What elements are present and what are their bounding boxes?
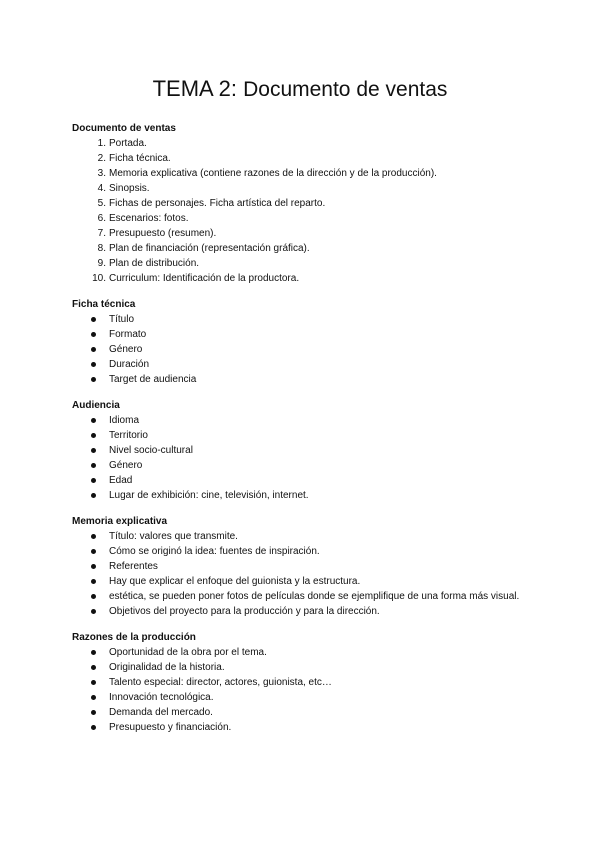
- list-item-text: Demanda del mercado.: [109, 707, 213, 718]
- list-item: [72, 151, 542, 166]
- list-item: [72, 271, 542, 286]
- section-heading: Ficha técnica: [72, 299, 136, 310]
- list-item: [72, 196, 542, 211]
- section-razones-de-la-produccion: [72, 630, 542, 735]
- list-item-text: Título: [109, 314, 135, 325]
- ordered-list: [72, 136, 542, 286]
- bullet-icon: [91, 680, 96, 685]
- list-item: [72, 357, 542, 372]
- bulleted-list: [72, 645, 542, 735]
- list-item: [72, 675, 542, 690]
- list-number: 4.: [97, 183, 106, 194]
- bullet-icon: [91, 594, 96, 599]
- list-item: [72, 256, 542, 271]
- list-item-text: Lugar de exhibición: cine, televisión, internet.: [109, 490, 309, 501]
- title-prefix: TEMA 2:: [152, 76, 237, 101]
- bulleted-list: [72, 413, 542, 503]
- list-item: [72, 705, 542, 720]
- list-number: 10.: [92, 273, 106, 284]
- section-audiencia: [72, 398, 542, 503]
- section-heading: Memoria explicativa: [72, 516, 168, 527]
- list-item: [72, 136, 542, 151]
- list-item-text: Idioma: [109, 415, 140, 426]
- list-item: [72, 342, 542, 357]
- list-item: [72, 690, 542, 705]
- bulleted-list: [72, 529, 542, 619]
- list-item-text: Nivel socio-cultural: [109, 445, 193, 456]
- section-ficha-tecnica: [72, 297, 542, 387]
- list-item-text: Título: valores que transmite.: [109, 531, 238, 542]
- bullet-icon: [91, 347, 96, 352]
- list-item-text: Hay que explicar el enfoque del guionista y la estructura.: [109, 576, 361, 587]
- bullet-icon: [91, 478, 96, 483]
- list-item-text: Territorio: [109, 430, 148, 441]
- list-item: [72, 413, 542, 428]
- list-item: [72, 428, 542, 443]
- bullet-icon: [91, 418, 96, 423]
- list-number: 6.: [97, 213, 106, 224]
- list-item: [72, 166, 542, 181]
- list-item: [72, 473, 542, 488]
- bulleted-list: [72, 312, 542, 387]
- list-item: [72, 544, 542, 559]
- list-number: 1.: [97, 138, 106, 149]
- list-item-text: Curriculum: Identificación de la productora.: [109, 273, 300, 284]
- list-number: 9.: [97, 258, 106, 269]
- bullet-icon: [91, 463, 96, 468]
- list-item-text: Formato: [109, 329, 147, 340]
- section-heading: Documento de ventas: [72, 123, 176, 134]
- list-item: [72, 529, 542, 544]
- list-item-text: Oportunidad de la obra por el tema.: [109, 647, 267, 658]
- list-item-text: estética, se pueden poner fotos de películas donde se ejemplifique de una forma más visual.: [109, 591, 520, 602]
- document-content: [72, 121, 542, 746]
- page-title: [0, 76, 600, 103]
- list-number: 7.: [97, 228, 106, 239]
- bullet-icon: [91, 710, 96, 715]
- list-item-text: Referentes: [109, 561, 158, 572]
- bullet-icon: [91, 579, 96, 584]
- list-item: [72, 211, 542, 226]
- list-item: [72, 241, 542, 256]
- section-heading: Razones de la producción: [72, 632, 196, 643]
- list-item: [72, 181, 542, 196]
- list-item: [72, 327, 542, 342]
- list-item: [72, 226, 542, 241]
- list-item: [72, 660, 542, 675]
- list-item-text: Presupuesto (resumen).: [109, 228, 217, 239]
- list-number: 8.: [97, 243, 106, 254]
- list-item-text: Fichas de personajes. Ficha artística del reparto.: [109, 198, 326, 209]
- list-number: 3.: [97, 168, 106, 179]
- list-item-text: Target de audiencia: [109, 374, 197, 385]
- section-memoria-explicativa: [72, 514, 542, 619]
- bullet-icon: [91, 362, 96, 367]
- list-item-text: Innovación tecnológica.: [109, 692, 214, 703]
- list-item-text: Ficha técnica.: [109, 153, 171, 164]
- list-item-text: Memoria explicativa (contiene razones de la dirección y de la producción).: [109, 168, 437, 179]
- section-documento-de-ventas: [72, 121, 542, 286]
- bullet-icon: [91, 549, 96, 554]
- bullet-icon: [91, 493, 96, 498]
- list-number: 2.: [97, 153, 106, 164]
- list-item: [72, 488, 542, 503]
- list-item-text: Talento especial: director, actores, guionista, etc…: [109, 677, 332, 688]
- bullet-icon: [91, 317, 96, 322]
- bullet-icon: [91, 695, 96, 700]
- bullet-icon: [91, 377, 96, 382]
- list-item: [72, 574, 542, 589]
- list-item-text: Cómo se originó la idea: fuentes de inspiración.: [109, 546, 320, 557]
- list-number: 5.: [97, 198, 106, 209]
- list-item: [72, 604, 542, 619]
- bullet-icon: [91, 433, 96, 438]
- list-item: [72, 559, 542, 574]
- list-item-text: Género: [109, 460, 143, 471]
- list-item-text: Originalidad de la historia.: [109, 662, 225, 673]
- list-item-text: Género: [109, 344, 143, 355]
- bullet-icon: [91, 564, 96, 569]
- title-main: Documento de ventas: [243, 78, 448, 101]
- list-item-text: Objetivos del proyecto para la producción y para la dirección.: [109, 606, 380, 617]
- list-item: [72, 443, 542, 458]
- list-item-text: Sinopsis.: [109, 183, 150, 194]
- section-heading: Audiencia: [72, 400, 120, 411]
- bullet-icon: [91, 332, 96, 337]
- list-item: [72, 312, 542, 327]
- bullet-icon: [91, 448, 96, 453]
- list-item-text: Escenarios: fotos.: [109, 213, 189, 224]
- bullet-icon: [91, 609, 96, 614]
- bullet-icon: [91, 534, 96, 539]
- list-item-text: Duración: [109, 359, 150, 370]
- list-item: [72, 720, 542, 735]
- list-item: [72, 589, 542, 604]
- list-item: [72, 645, 542, 660]
- list-item-text: Presupuesto y financiación.: [109, 722, 232, 733]
- list-item: [72, 372, 542, 387]
- bullet-icon: [91, 665, 96, 670]
- bullet-icon: [91, 725, 96, 730]
- list-item: [72, 458, 542, 473]
- list-item-text: Edad: [109, 475, 133, 486]
- list-item-text: Plan de distribución.: [109, 258, 200, 269]
- list-item-text: Plan de financiación (representación gráfica).: [109, 243, 310, 254]
- list-item-text: Portada.: [109, 138, 147, 149]
- bullet-icon: [91, 650, 96, 655]
